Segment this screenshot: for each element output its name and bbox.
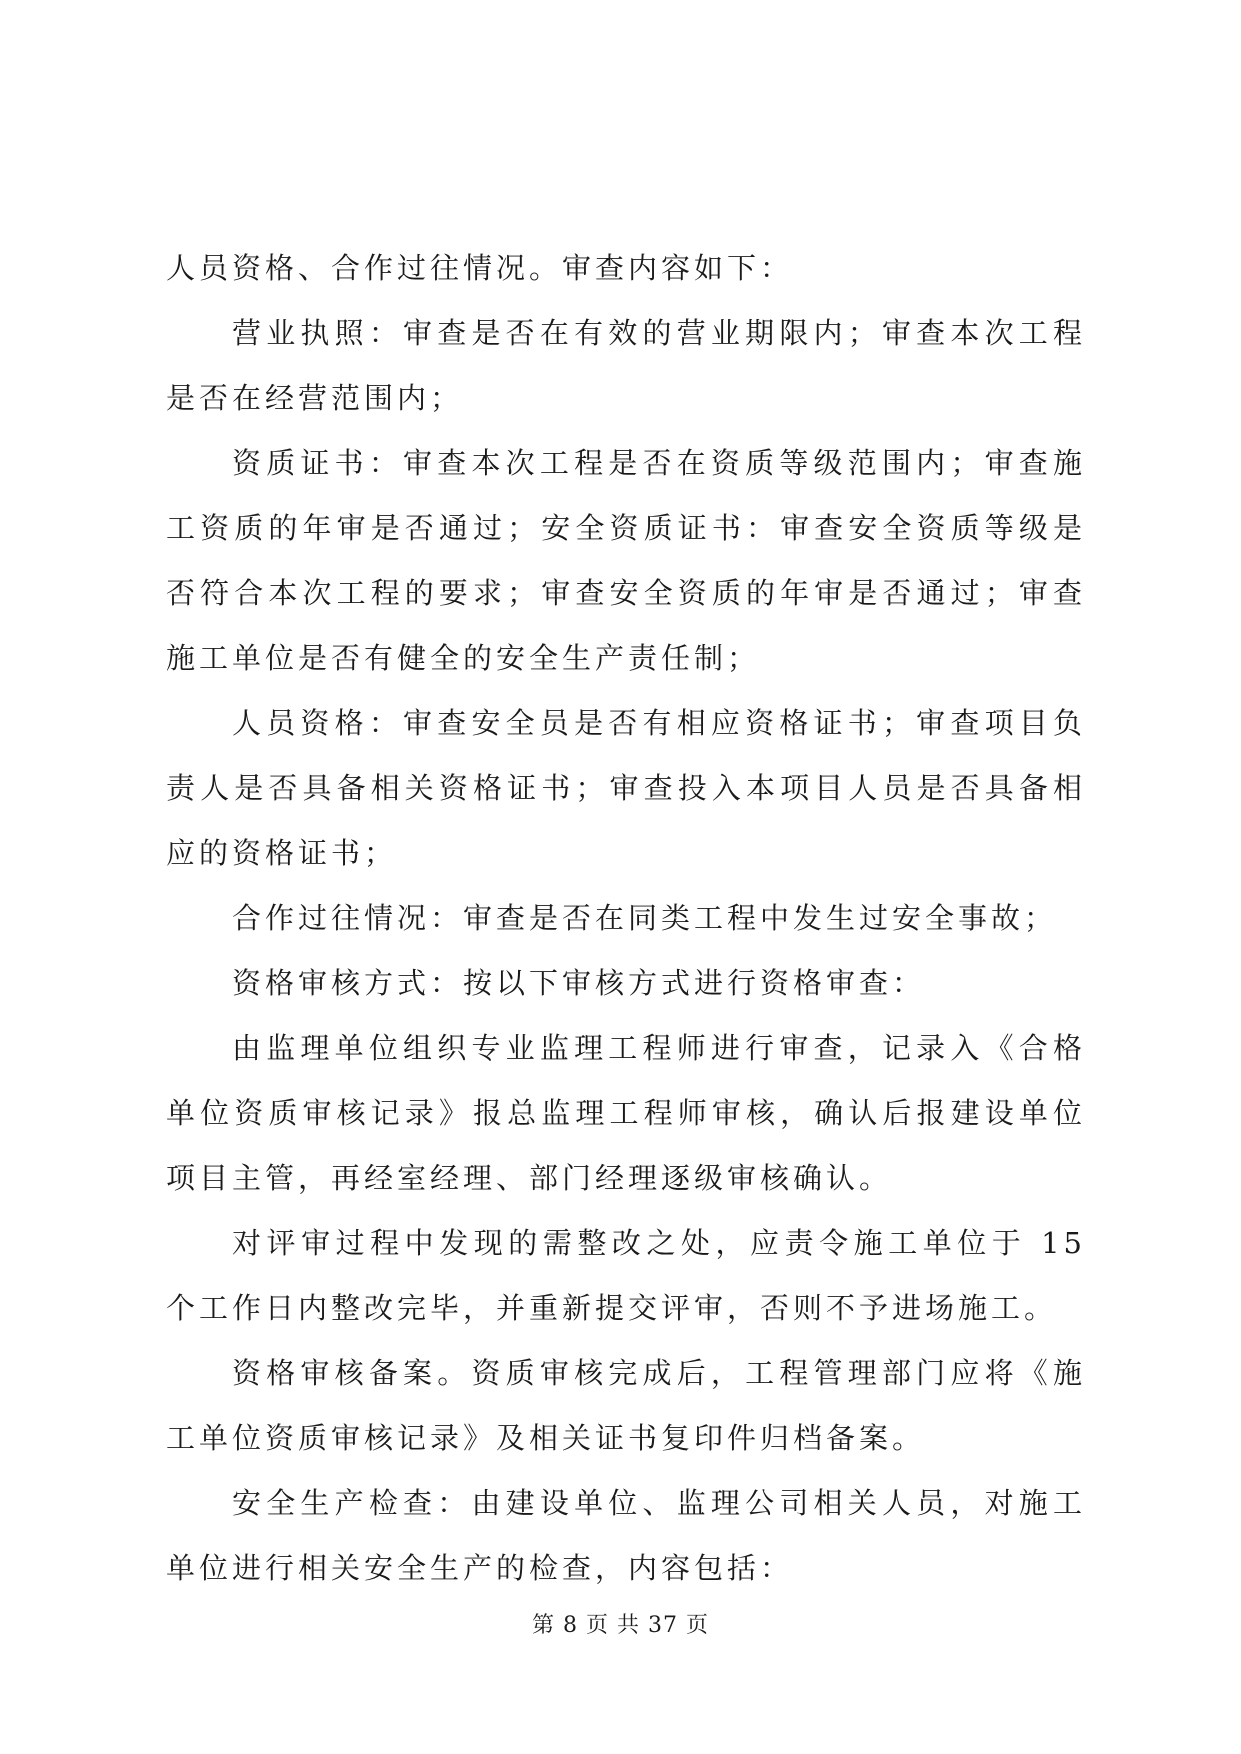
paragraph-1: 人员资格、合作过往情况。审查内容如下： [166,251,794,285]
paragraph-7: 由监理单位组织专业监理工程师进行审查，记录入《合格单位资质审核记录》报总监理工程师审核，确认后报建设单位项目主管，再经室经理、部门经理逐级审核确认。 [166,1031,1086,1195]
paragraph-6: 资格审核方式：按以下审核方式进行资格审查： [232,966,926,1000]
paragraph-2: 营业执照：审查是否在有效的营业期限内；审查本次工程是否在经营范围内； [166,316,1086,415]
paragraph-9: 资格审核备案。资质审核完成后，工程管理部门应将《施工单位资质审核记录》及相关证书复印件归档备案。 [166,1356,1086,1455]
paragraph-8: 对评审过程中发现的需整改之处，应责令施工单位于 15 个工作日内整改完毕，并重新提交评审，否则不予进场施工。 [166,1226,1086,1325]
paragraph-10: 安全生产检查：由建设单位、监理公司相关人员，对施工单位进行相关安全生产的检查，内容包括： [166,1486,1086,1585]
page-number-footer: 第 8 页 共 37 页 [532,1613,709,1638]
paragraph-4: 人员资格：审查安全员是否有相应资格证书；审查项目负责人是否具备相关资格证书；审查投入本项目人员是否具备相应的资格证书； [166,706,1086,870]
document-body [166,236,1086,1601]
paragraph-5: 合作过往情况：审查是否在同类工程中发生过安全事故； [232,901,1058,935]
paragraph-3: 资质证书：审查本次工程是否在资质等级范围内；审查施工资质的年审是否通过；安全资质证书：审查安全资质等级是否符合本次工程的要求；审查安全资质的年审是否通过；审查施工单位是否有健全的安全生产责任制； [166,446,1086,675]
